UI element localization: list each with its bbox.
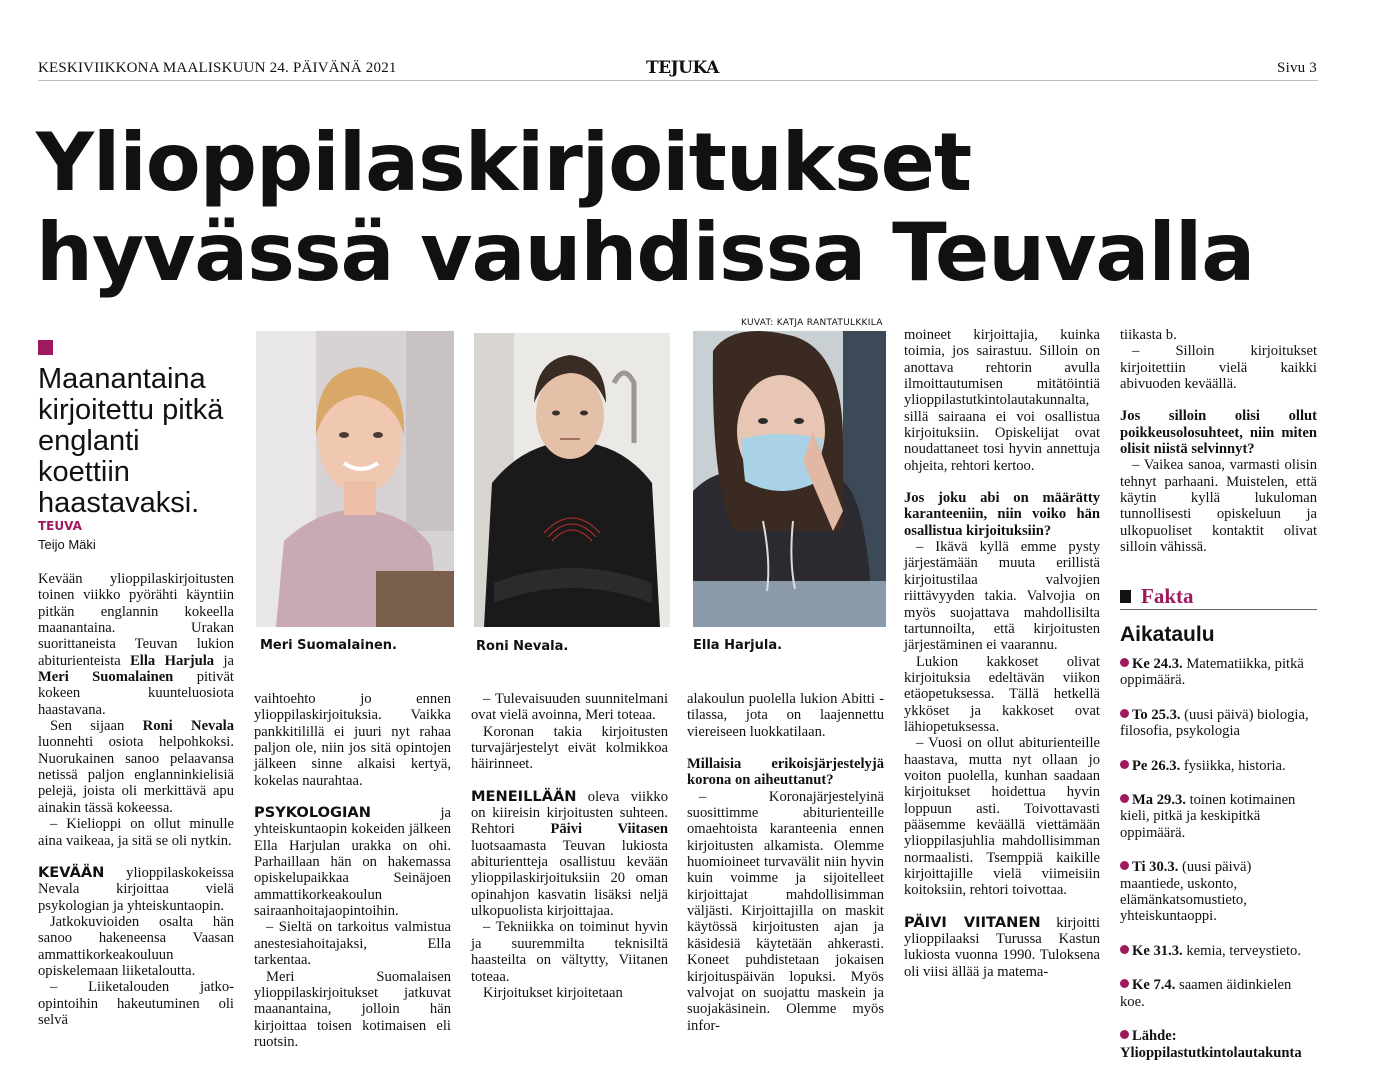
bullet-icon <box>1120 760 1129 769</box>
lead-paragraph <box>38 333 228 519</box>
schedule-item: Ke 24.3. Matematiikka, pitkä oppimäärä. <box>1120 656 1304 689</box>
paragraph: Jatkokuvioiden osalta hän sanoo hakeneensa Vaasan ammattikorkeakouluun opiskelemaan liiketaloutta. <box>38 913 234 979</box>
paragraph: – Silloin kirjoitukset kirjoitettiin vielä kaikki abivuoden keväällä. <box>1120 343 1317 393</box>
fakta-square-icon <box>1120 590 1131 603</box>
paragraph: PSYKOLOGIAN ja yhteiskuntaopin kokeiden jälkeen Ella Harjulan urakka on ohi. Parhaillaan hän on hakemassa opiskelupaikkaa Seinäjoen ammattikorkeakoulun sairaanhoitajaopintoihin. <box>254 804 451 920</box>
lead-text: Maanantaina kirjoitettu pitkä englanti koettiin haastavaksi. <box>38 363 224 519</box>
photo-roni-nevala <box>474 333 670 627</box>
paragraph: – Vuosi on ollut abiturienteille haastava, mutta nyt ollaan jo voiton puolella, kunhan saadaan kirjoitukset hoidettua hyvin loppuun asti. Toivottavasti pääsemme keväällä viettämään ylioppilasjuhlia mahdollisimman normaalisti. Tsemppiä kaikille kirjoittajille vielä viimeisiin koitoksiin, rehtori toivottaa. <box>904 735 1100 899</box>
paragraph: – Sieltä on tarkoitus valmistua anestesiahoitajaksi, Ella tarkentaa. <box>254 919 451 969</box>
paragraph: – Vaikea sanoa, varmasti olisin tehnyt parhaani. Muistelen, että käytin kyllä lukuloman tunnollisesti opiskeluun ja ulkopuoliset kontaktit olivat silloin vähissä. <box>1120 457 1317 556</box>
fakta-title: Aikataulu <box>1120 623 1215 646</box>
bullet-icon <box>1120 1030 1129 1039</box>
headline <box>36 118 1254 298</box>
photo-credit: KUVAT: KATJA RANTATULKKILA <box>741 318 883 328</box>
paragraph: Sen sijaan Roni Nevala luonnehti osiota helpohkoksi. Nuorukainen sanoo pelaavansa netissä paljon englanninkielisiä pelejä, joista oli merkittävä apu ainakin tässä kokeessa. <box>38 718 234 816</box>
header-rule <box>38 80 1318 81</box>
question-heading: Millaisia erikoisjärjestelyjä korona on aiheuttanut? <box>687 756 884 789</box>
paragraph: – Kielioppi on ollut minulle aina vaikeaa, ja sitä se oli nytkin. <box>38 816 234 849</box>
bullet-icon <box>1120 861 1129 870</box>
schedule-item: Ke 31.3. kemia, terveystieto. <box>1120 943 1318 959</box>
paragraph: alakoulun puolella lukion Abitti -tilassa, jota on laajennettu viereiseen luokkatilaan. <box>687 691 884 740</box>
article-column-2 <box>254 691 451 1050</box>
headline-line-1: Ylioppilaskirjoitukset <box>36 116 972 209</box>
lead-square-icon <box>38 340 53 355</box>
source-note: Lähde: Ylioppilastutkintolautakunta <box>1120 1028 1302 1061</box>
bullet-icon <box>1120 945 1129 954</box>
dateline-place: TEUVA <box>38 519 82 533</box>
schedule-item: Pe 26.3. fysiikka, historia. <box>1120 758 1318 774</box>
paragraph: Kevään ylioppilaskirjoitusten toinen viikko pyörähti käyntiin pitkän englannin kokeella maanantaina. Urakan suorittaneista Teuvan lukion abiturienteista Ella Harjula ja Meri Suomalainen pitivät kokeen kuunteluosiota haastavana. <box>38 571 234 718</box>
paragraph: MENEILLÄÄN oleva viikko on kiireisin kirjoitusten suhteen. Rehtori Päivi Viitasen luotsaamasta Teuvan lukiosta abiturientteja osallistuu kevään ylioppilaskirjoituksiin 20 oman opinahjon kasvatin lisäksi neljä ulkopuolista kirjoittajaa. <box>471 787 668 920</box>
caption-roni: Roni Nevala. <box>476 639 569 654</box>
paragraph: moineet kirjoittajia, kuinka toimia, jos sairastuu. Silloin on anottava rehtorin avulla ilmoittautumisen mitätöintiä ylioppilastutkintolautakunnalta, sillä sairaana ei voi osallistua kirjoituksiin. Opiskelijat ovat noudattaneet tosi hyvin annettuja ohjeita, rehtori kertoo. <box>904 327 1100 474</box>
paragraph: – Koronajärjestelyinä suosittimme abiturienteille omaehtoista karanteenia ennen kirjoitusten alkamista. Olemme huomioineet turvavälit niin hyvin kuin voimme ja sijoitelleet kirjoittajat mahdollisimman väljästi. Kirjoittajilla on maskit käytössä kirjoitusten ajan ja käsidesiä käytetään ahkerasti. Koneet puhdistetaan jokaisen kirjoituspäivän lopuksi. Myös valvojat on suojattu maskein ja suojakäsinein. Olemme myös infor- <box>687 788 884 1034</box>
page-number: Sivu 3 <box>1277 60 1317 76</box>
article-column-5 <box>904 327 1100 980</box>
paragraph: tiikasta b. <box>1120 327 1177 343</box>
masthead: TEJUKA <box>646 58 719 78</box>
paragraph: KEVÄÄN ylioppilaskokeissa Nevala kirjoittaa vielä psykologian ja yhteiskuntaopin. <box>38 863 234 914</box>
photo-ella-harjula <box>693 331 886 627</box>
paragraph: – Liiketalouden jatko-opintoihin hakeutuminen oli selvä <box>38 979 234 1028</box>
fakta-rule <box>1120 609 1317 610</box>
question-heading: Jos joku abi on määrätty karanteeniin, niin voiko hän osallistua kirjoituksiin? <box>904 490 1100 539</box>
article-column-4 <box>687 691 884 1034</box>
photo-meri-suomalainen <box>256 331 454 627</box>
byline-author: Teijo Mäki <box>38 537 96 552</box>
article-column-6 <box>1120 327 1317 555</box>
paragraph: – Tulevaisuuden suunnitelmani ovat vielä avoinna, Meri toteaa. <box>471 691 668 724</box>
article-column-1 <box>38 571 234 1028</box>
paragraph: vaihtoehto jo ennen ylioppilaskirjoituksia. Vaikka pankkitilillä ei juuri nyt rahaa paljon ole, niin jos sitä opintojen jälkeen sinne alkaisi kertyä, kokelas naurahtaa. <box>254 691 451 789</box>
schedule-item: Ti 30.3. (uusi päivä) maantiede, uskonto, elämänkatsomustieto, yhteiskuntaoppi. <box>1120 859 1252 925</box>
bullet-icon <box>1120 979 1129 988</box>
bullet-icon <box>1120 794 1129 803</box>
portrait-illustration <box>474 333 670 627</box>
issue-date: KESKIVIIKKONA MAALISKUUN 24. PÄIVÄNÄ 2021 <box>38 60 397 76</box>
paragraph: – Tekniikka on toiminut hyvin ja suuremmilta teknisiltä haasteilta on vältytty, Viitanen toteaa. <box>471 919 668 985</box>
schedule-list <box>1120 656 1318 1079</box>
headline-line-2: hyvässä vauhdissa Teuvalla <box>36 206 1255 299</box>
paragraph: PÄIVI VIITANEN kirjoitti ylioppilaaksi Turussa Kastun lukiosta vuonna 1990. Tuloksena oli viisi ällää ja matema- <box>904 913 1100 980</box>
paragraph: Meri Suomalaisen ylioppilaskirjoitukset jatkuvat maanantaina, jolloin hän kirjoittaa toisen kotimaisen eli ruotsin. <box>254 968 451 1050</box>
portrait-illustration <box>256 331 454 627</box>
paragraph: Kirjoitukset kirjoitetaan <box>483 984 623 1001</box>
question-heading: Jos silloin olisi ollut poikkeusolosuhteet, niin miten olisit niistä selvinnyt? <box>1120 408 1317 458</box>
paragraph: Lukion kakkoset olivat kirjoituksia edeltävän viikon etäopetuksessa. Tällä hetkellä ykköset ja kakkoset ovat lähiopetuksessa. <box>904 653 1100 735</box>
bullet-icon <box>1120 709 1129 718</box>
article-column-3 <box>471 691 668 1001</box>
bullet-icon <box>1120 658 1129 667</box>
paragraph: Koronan takia kirjoitusten turvajärjestelyt eivät kolmikkoa häirinneet. <box>471 723 668 773</box>
schedule-item: Ma 29.3. toinen kotimainen kieli, pitkä ja keskipitkä oppimäärä. <box>1120 792 1296 841</box>
portrait-illustration <box>693 331 886 627</box>
schedule-item: Ke 7.4. saamen äidinkielen koe. <box>1120 977 1292 1010</box>
caption-meri: Meri Suomalainen. <box>260 638 397 653</box>
caption-ella: Ella Harjula. <box>693 638 783 653</box>
fakta-label: Fakta <box>1120 584 1194 609</box>
schedule-item: To 25.3. (uusi päivä) biologia, filosofia, psykologia <box>1120 706 1309 740</box>
paragraph: – Ikävä kyllä emme pysty järjestämään muuta erillistä kirjoitustilaa valvojien riittävyyden takia. Valvojia on myös suojattava mahdollisilta tartunnoilta, että kirjoitusten järjestäminen ei vaarannu. <box>904 539 1100 654</box>
